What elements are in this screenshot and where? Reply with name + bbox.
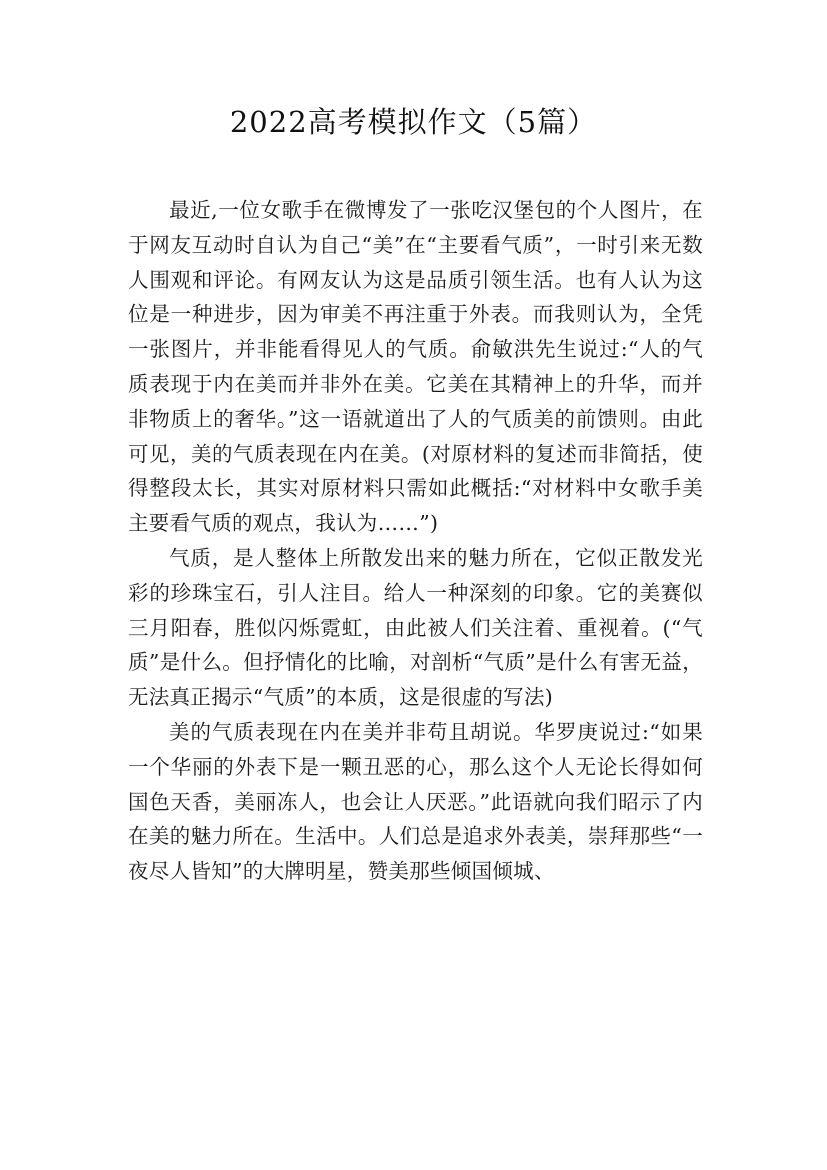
paragraph-3: 美的气质表现在内在美并非苟且胡说。华罗庚说过:“如果一个华丽的外表下是一颗丑恶的心，那么这个人无论长得如何国色天香，美丽冻人，也会让人厌恶。”此语就向我们昭示了内在美的魅力所在。生活中。人们总是追求外表美，崇拜那些“一夜尽人皆知”的大牌明星，赞美那些倾国倾城、: [128, 719, 703, 884]
document-body: [128, 193, 703, 889]
paragraph-1: 最近,一位女歌手在微博发了一张吃汉堡包的个人图片，在于网友互动时自认为自己“美”在“主要看气质”，一时引来无数人围观和评论。有网友认为这是品质引领生活。也有人认为这位是一种进步，因为审美不再注重于外表。而我则认为，全凭一张图片，并非能看得见人的气质。俞敏洪先生说过:“人的气质表现于内在美而并非外在美。它美在其精神上的升华，而并非物质上的奢华。”这一语就道出了人的气质美的前馈则。由此可见，美的气质表现在内在美。(对原材料的复述而非简括，使得整段太长，其实对原材料只需如此概括:“对材料中女歌手美主要看气质的观点，我认为……”): [128, 198, 703, 536]
document-title: 2022高考模拟作文（5篇）: [229, 105, 598, 139]
paragraph-2: 气质，是人整体上所散发出来的魅力所在，它似正散发光彩的珍珠宝石，引人注目。给人一种深刻的印象。它的美赛似三月阳春，胜似闪烁霓虹，由此被人们关注着、重视着。(“气质”是什么。但抒情化的比喻，对剖析“气质”是什么有害无益，无法真正揭示“气质”的本质，这是很虚的写法): [128, 545, 703, 710]
